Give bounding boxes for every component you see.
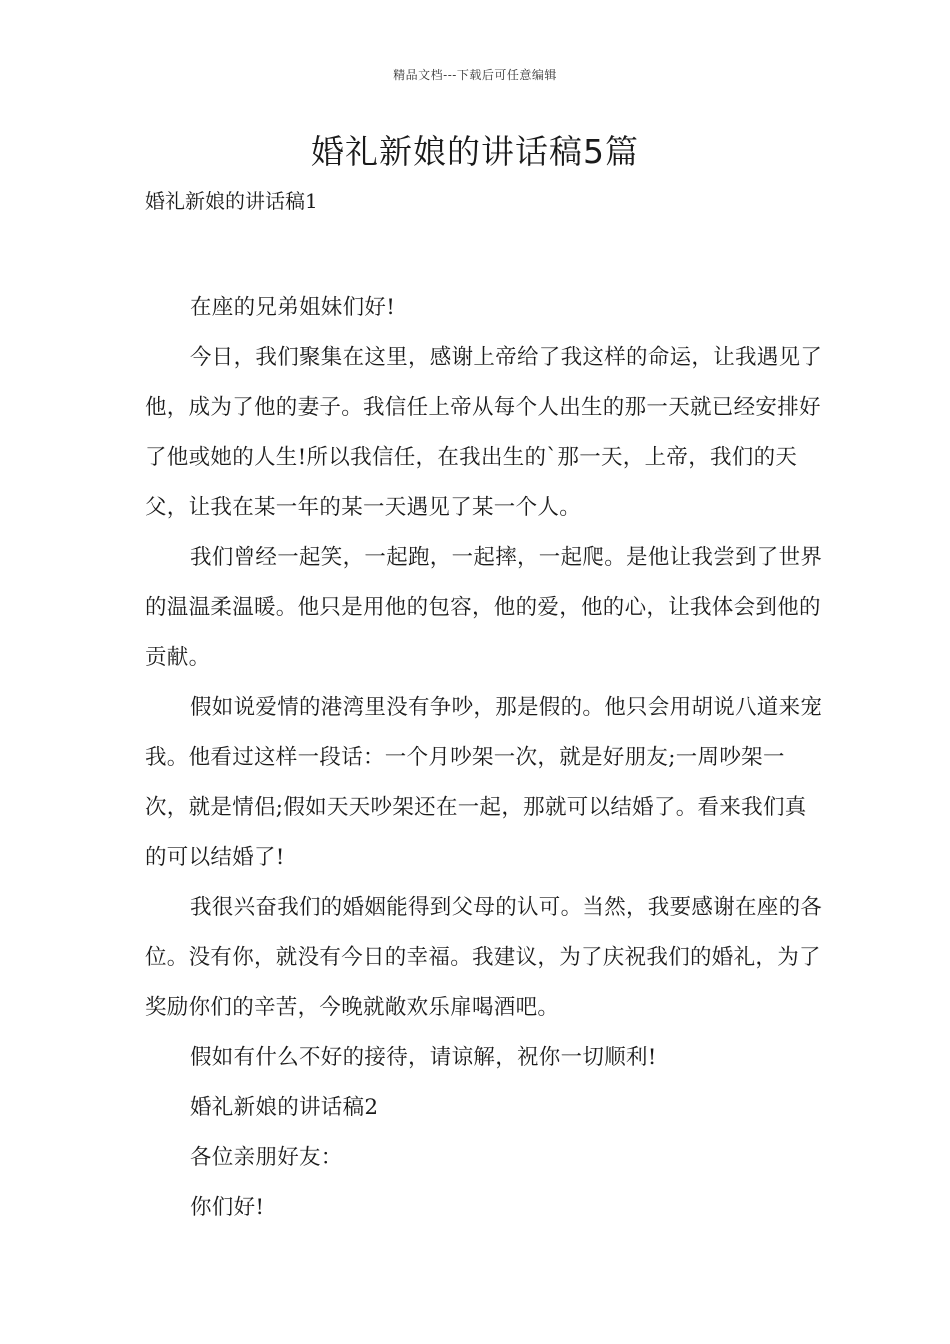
section-heading: 婚礼新娘的讲话稿1 — [145, 189, 318, 213]
paragraph: 各位亲朋好友： — [190, 1145, 343, 1170]
document-title: 婚礼新娘的讲话稿5篇 — [311, 132, 639, 171]
section-heading: 婚礼新娘的讲话稿2 — [190, 1095, 379, 1120]
paragraph: 在座的兄弟姐妹们好! — [190, 295, 396, 320]
header-note: 精品文档---下载后可任意编辑 — [393, 68, 557, 82]
paragraph: 假如说爱情的港湾里没有争吵，那是假的。他只会用胡说八道来宠我。他看过这样一段话：一个月吵架一次，就是好朋友;一周吵架一次，就是情侣;假如天天吵架还在一起，那就可以结婚了。看来我们真的可以结婚了! — [145, 695, 823, 870]
paragraph: 我很兴奋我们的婚姻能得到父母的认可。当然，我要感谢在座的各位。没有你，就没有今日的幸福。我建议，为了庆祝我们的婚礼，为了奖励你们的辛苦，今晚就敞欢乐扉喝酒吧。 — [145, 895, 823, 1020]
paragraph: 我们曾经一起笑，一起跑，一起摔，一起爬。是他让我尝到了世界的温温柔温暖。他只是用他的包容，他的爱，他的心，让我体会到他的贡献。 — [145, 545, 823, 670]
paragraph: 假如有什么不好的接待，请谅解，祝你一切顺利! — [190, 1045, 657, 1070]
body-text — [145, 283, 825, 1233]
paragraph: 你们好! — [190, 1195, 265, 1220]
paragraph: 今日，我们聚集在这里，感谢上帝给了我这样的命运，让我遇见了他，成为了他的妻子。我信任上帝从每个人出生的那一天就已经安排好了他或她的人生!所以我信任，在我出生的`那一天，上帝，我们的天父，让我在某一年的某一天遇见了某一个人。 — [145, 345, 823, 520]
